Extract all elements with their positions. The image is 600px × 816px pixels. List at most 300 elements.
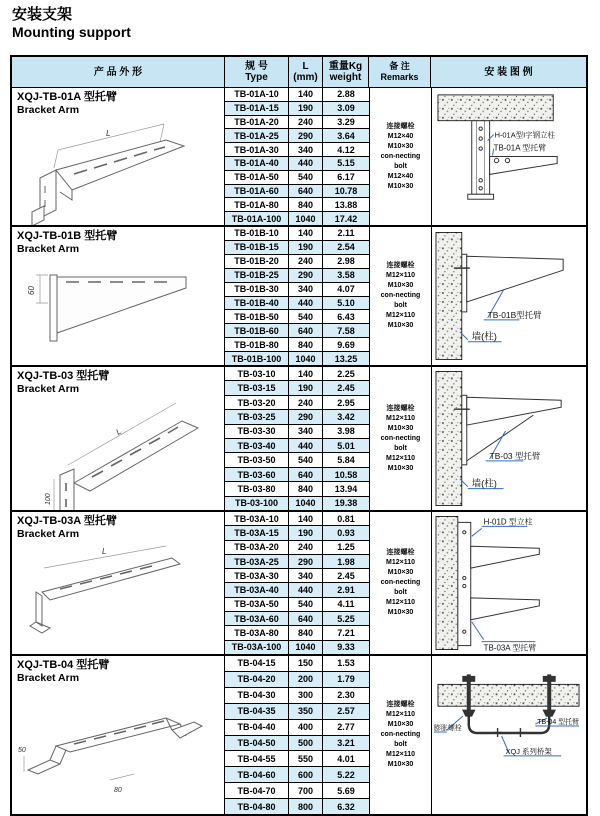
- header-length-symbol: L: [302, 61, 309, 72]
- type-value: TB-03A-100: [225, 641, 289, 654]
- length-value: 340: [289, 425, 323, 438]
- weight-value: 2.45: [337, 383, 355, 394]
- weight-value: 2.25: [337, 368, 355, 379]
- length-value: 190: [289, 526, 323, 539]
- table-row: [225, 453, 369, 467]
- weight-value: 10.58: [334, 469, 358, 480]
- remark-line: 连接螺栓: [386, 404, 415, 412]
- table-row: [225, 688, 369, 704]
- length-value: 840: [289, 338, 323, 351]
- type-value: TB-04-70: [225, 783, 289, 798]
- table-row: [225, 157, 369, 171]
- table-row: [225, 641, 369, 654]
- remark-line: 连接螺栓: [386, 549, 415, 556]
- product-title: XQJ-TB-03 型托臂: [17, 370, 110, 382]
- length-value: 700: [289, 783, 323, 798]
- weight-value: 7.21: [337, 628, 355, 639]
- weight-value: 1.53: [337, 658, 355, 669]
- type-value: TB-04-30: [225, 688, 289, 703]
- table-row: [225, 751, 369, 767]
- remark-line: bolt: [394, 741, 407, 748]
- table-row: [225, 598, 369, 612]
- table-row: [225, 310, 369, 324]
- remark-line: bolt: [394, 162, 407, 170]
- weight-value: 2.95: [337, 397, 355, 408]
- type-value: TB-04-15: [225, 656, 289, 671]
- type-value: TB-03A-15: [225, 526, 289, 539]
- type-value: TB-03-50: [225, 453, 289, 466]
- product-title: XQJ-TB-01B 型托臂: [17, 230, 118, 242]
- weight-value: 2.30: [337, 690, 355, 701]
- weight-value: 17.42: [334, 213, 358, 224]
- type-value: TB-03-60: [225, 468, 289, 481]
- page-title: [12, 6, 131, 41]
- remark-line: con-necting: [380, 292, 421, 299]
- type-value: TB-03A-60: [225, 612, 289, 625]
- weight-value: 13.94: [334, 483, 358, 494]
- product-title: XQJ-TB-03A 型托臂: [17, 515, 117, 527]
- table-row: [225, 468, 369, 482]
- table-row: [225, 672, 369, 688]
- weight-value: 3.21: [337, 737, 355, 748]
- length-value: 440: [289, 583, 323, 596]
- remark-line: M10×30: [387, 282, 414, 289]
- remark-line: M10×30: [387, 609, 414, 616]
- table-row: [225, 185, 369, 199]
- remarks-cell: [370, 367, 432, 510]
- page-title-zh: 安装支架: [12, 6, 73, 23]
- type-value: TB-04-40: [225, 720, 289, 735]
- table-row: [225, 241, 369, 255]
- table-row: [225, 767, 369, 783]
- length-value: 640: [289, 324, 323, 337]
- length-value: 140: [289, 227, 323, 240]
- product-subtitle: Bracket Arm: [17, 672, 80, 684]
- product-drawing-wrap: [14, 684, 220, 812]
- dimension-label: L: [106, 129, 111, 138]
- remark-line: M10×30: [387, 142, 414, 150]
- type-value: TB-01B-25: [225, 269, 289, 282]
- remarks-cell: [370, 656, 432, 814]
- length-value: 190: [289, 241, 323, 254]
- catalog-table: [10, 55, 588, 816]
- remark-line: 连接螺栓: [386, 122, 415, 130]
- table-row: [225, 297, 369, 311]
- length-value: 150: [289, 656, 323, 671]
- installation-diagram: [432, 512, 586, 654]
- length-value: 290: [289, 410, 323, 423]
- length-value: 840: [289, 482, 323, 495]
- type-value: TB-04-55: [225, 751, 289, 766]
- section-01A: [12, 88, 586, 227]
- type-value: TB-01B-100: [225, 352, 289, 365]
- table-row: [225, 396, 369, 410]
- header-installation-example: [431, 57, 586, 87]
- table-row: [225, 612, 369, 626]
- spec-rows: [225, 88, 370, 225]
- section-01B: [12, 227, 586, 367]
- remark-line: con-necting: [380, 152, 421, 160]
- product-subtitle: Bracket Arm: [17, 383, 80, 395]
- type-value: TB-03-25: [225, 410, 289, 423]
- weight-value: 1.25: [337, 542, 355, 553]
- type-value: TB-01B-30: [225, 283, 289, 296]
- weight-value: 19.38: [334, 498, 358, 509]
- diagram-label: H-01D 型立柱: [483, 517, 533, 527]
- header-type-zh: 规 号: [245, 61, 268, 72]
- length-value: 640: [289, 185, 323, 198]
- weight-value: 1.79: [337, 674, 355, 685]
- length-value: 190: [289, 102, 323, 115]
- section-03: [12, 367, 586, 512]
- weight-value: 5.10: [337, 297, 355, 308]
- length-value: 640: [289, 468, 323, 481]
- weight-value: 2.98: [337, 256, 355, 267]
- length-value: 1040: [289, 641, 323, 654]
- type-value: TB-01B-80: [225, 338, 289, 351]
- spec-rows: [225, 227, 370, 365]
- installation-illustration-04: [432, 656, 586, 814]
- length-value: 800: [289, 799, 323, 814]
- table-row: [225, 656, 369, 672]
- length-value: 190: [289, 381, 323, 394]
- weight-value: 13.88: [334, 199, 358, 210]
- installation-diagram: [432, 227, 586, 365]
- product-drawing-wrap: [14, 116, 220, 223]
- header-length: [289, 57, 323, 87]
- diagram-label: TB-01A 型托臂: [493, 143, 547, 153]
- diagram-label: 膨胀螺栓: [433, 725, 462, 733]
- installation-illustration-03: [432, 367, 586, 510]
- table-row: [225, 526, 369, 540]
- type-value: TB-01B-40: [225, 297, 289, 310]
- length-value: 340: [289, 143, 323, 156]
- product-drawing: [14, 684, 220, 802]
- product-drawing: [14, 395, 220, 510]
- table-row: [225, 212, 369, 225]
- product-drawing-wrap: [14, 395, 220, 508]
- length-value: 200: [289, 672, 323, 687]
- remark-line: M10×30: [387, 721, 414, 728]
- type-value: TB-04-50: [225, 736, 289, 751]
- length-value: 240: [289, 396, 323, 409]
- remark-line: M12×110: [386, 751, 415, 758]
- remark-line: con-necting: [380, 434, 421, 442]
- length-value: 1040: [289, 352, 323, 365]
- length-value: 1040: [289, 497, 323, 510]
- weight-value: 2.91: [337, 585, 355, 596]
- remark-line: 连接螺栓: [386, 262, 415, 269]
- table-row: [225, 269, 369, 283]
- table-row: [225, 381, 369, 395]
- length-value: 290: [289, 129, 323, 142]
- length-value: 540: [289, 171, 323, 184]
- type-value: TB-03-20: [225, 396, 289, 409]
- type-value: TB-03-100: [225, 497, 289, 510]
- type-value: TB-01A-15: [225, 102, 289, 115]
- length-value: 440: [289, 157, 323, 170]
- product-drawing-wrap: [14, 540, 220, 652]
- type-value: TB-01B-10: [225, 227, 289, 240]
- weight-value: 2.57: [337, 706, 355, 717]
- type-value: TB-01A-30: [225, 143, 289, 156]
- type-value: TB-04-60: [225, 767, 289, 782]
- remark-line: M12×40: [387, 172, 414, 180]
- remark-line: M10×30: [387, 761, 414, 768]
- type-value: TB-01A-40: [225, 157, 289, 170]
- diagram-label: TB-03A 型托臂: [483, 643, 537, 653]
- table-row: [225, 367, 369, 381]
- weight-value: 6.17: [337, 172, 355, 183]
- header-length-unit: (mm): [293, 72, 318, 83]
- type-value: TB-03-15: [225, 381, 289, 394]
- type-value: TB-01A-100: [225, 212, 289, 225]
- section-04: [12, 656, 586, 814]
- weight-value: 4.12: [337, 144, 355, 155]
- length-value: 400: [289, 720, 323, 735]
- length-value: 500: [289, 736, 323, 751]
- type-value: TB-03A-10: [225, 512, 289, 525]
- weight-value: 0.81: [337, 513, 355, 524]
- weight-value: 2.11: [337, 228, 355, 239]
- weight-value: 3.29: [337, 116, 355, 127]
- length-value: 240: [289, 541, 323, 554]
- weight-value: 7.58: [337, 325, 355, 336]
- product-title: XQJ-TB-04 型托臂: [17, 659, 110, 671]
- type-value: TB-04-35: [225, 704, 289, 719]
- length-value: 140: [289, 512, 323, 525]
- weight-value: 10.78: [334, 185, 358, 196]
- weight-value: 4.11: [337, 599, 355, 610]
- weight-value: 4.01: [337, 753, 355, 764]
- remark-line: M12×110: [386, 599, 415, 606]
- weight-value: 2.88: [337, 89, 355, 100]
- type-value: TB-01A-10: [225, 88, 289, 101]
- type-value: TB-03A-40: [225, 583, 289, 596]
- length-value: 340: [289, 569, 323, 582]
- weight-value: 3.58: [337, 270, 355, 281]
- type-value: TB-03A-25: [225, 555, 289, 568]
- type-value: TB-01B-60: [225, 324, 289, 337]
- installation-illustration-01A: [432, 88, 586, 225]
- weight-value: 5.25: [337, 613, 355, 624]
- product-subtitle: Bracket Arm: [17, 243, 80, 255]
- table-row: [225, 88, 369, 102]
- remark-line: M10×30: [387, 182, 414, 190]
- remarks-cell: [370, 512, 432, 654]
- length-value: 640: [289, 612, 323, 625]
- length-value: 340: [289, 283, 323, 296]
- header-product-appearance: [12, 57, 225, 87]
- header-type-en: Type: [245, 72, 268, 83]
- remark-line: con-necting: [380, 731, 421, 738]
- installation-diagram: [432, 88, 586, 225]
- weight-value: 5.15: [337, 158, 355, 169]
- type-value: TB-03A-80: [225, 626, 289, 639]
- weight-value: 0.93: [337, 527, 355, 538]
- product-drawing-wrap: [14, 255, 220, 363]
- length-value: 540: [289, 598, 323, 611]
- spec-rows: [225, 656, 370, 814]
- header-type: [225, 57, 289, 87]
- length-value: 350: [289, 704, 323, 719]
- type-value: TB-01B-15: [225, 241, 289, 254]
- remarks-cell: [370, 227, 432, 365]
- dimension-label: L: [114, 426, 123, 437]
- table-row: [225, 720, 369, 736]
- header-remarks-zh: 备 注: [389, 61, 410, 71]
- product-cell-04: [12, 656, 225, 814]
- length-value: 1040: [289, 212, 323, 225]
- remark-line: M10×30: [387, 424, 414, 432]
- length-value: 600: [289, 767, 323, 782]
- type-value: TB-04-20: [225, 672, 289, 687]
- table-row: [225, 541, 369, 555]
- type-value: TB-03-80: [225, 482, 289, 495]
- table-row: [225, 569, 369, 583]
- remark-line: M12×40: [387, 132, 414, 140]
- header-remarks: [369, 57, 431, 87]
- table-row: [225, 102, 369, 116]
- header-remarks-en: Remarks: [380, 72, 419, 82]
- table-row: [225, 799, 369, 814]
- length-value: 140: [289, 367, 323, 380]
- table-row: [225, 338, 369, 352]
- product-cell-01A: [12, 88, 225, 225]
- weight-value: 5.84: [337, 455, 355, 466]
- page-title-en: Mounting support: [12, 24, 131, 40]
- length-value: 290: [289, 269, 323, 282]
- header-weight-en: weight: [329, 72, 362, 83]
- length-value: 290: [289, 555, 323, 568]
- diagram-label: TB-03 型托臂: [489, 450, 541, 461]
- remark-line: M12×110: [386, 272, 415, 279]
- spec-rows: [225, 512, 370, 654]
- remark-line: 连接螺栓: [386, 701, 415, 708]
- type-value: TB-01A-20: [225, 116, 289, 129]
- remark-line: M12×110: [386, 454, 415, 462]
- table-row: [225, 352, 369, 365]
- weight-value: 5.69: [337, 785, 355, 796]
- table-row: [225, 143, 369, 157]
- weight-value: 6.32: [337, 801, 355, 812]
- weight-value: 2.77: [337, 722, 355, 733]
- table-row: [225, 626, 369, 640]
- installation-diagram: [432, 656, 586, 814]
- table-row: [225, 482, 369, 496]
- product-cell-03: [12, 367, 225, 510]
- dimension-label: 80: [114, 787, 122, 794]
- table-row: [225, 783, 369, 799]
- diagram-label: TB-01B型托臂: [487, 309, 542, 320]
- length-value: 140: [289, 88, 323, 101]
- length-value: 540: [289, 453, 323, 466]
- diagram-label: 墙(柱): [471, 477, 497, 489]
- remark-line: M12×110: [386, 711, 415, 718]
- header-weight-zh: 重量Kg: [328, 61, 363, 72]
- remark-line: M12×110: [386, 414, 415, 422]
- type-value: TB-01B-20: [225, 255, 289, 268]
- length-value: 550: [289, 751, 323, 766]
- type-value: TB-01A-25: [225, 129, 289, 142]
- remark-line: M10×30: [387, 569, 414, 576]
- remark-line: M10×30: [387, 322, 414, 329]
- diagram-label: H-01A型I字钢立柱: [494, 130, 555, 140]
- type-value: TB-03-10: [225, 367, 289, 380]
- diagram-label: TB-04 型托臂: [537, 719, 579, 727]
- remark-line: bolt: [394, 302, 407, 309]
- type-value: TB-01A-50: [225, 171, 289, 184]
- type-value: TB-03A-30: [225, 569, 289, 582]
- remark-line: con-necting: [380, 579, 421, 586]
- weight-value: 5.22: [337, 769, 355, 780]
- length-value: 540: [289, 310, 323, 323]
- type-value: TB-03-30: [225, 425, 289, 438]
- table-row: [225, 410, 369, 424]
- installation-diagram: [432, 367, 586, 510]
- dimension-label: 100: [45, 493, 52, 505]
- dimension-label: 60: [27, 286, 36, 295]
- table-row: [225, 425, 369, 439]
- type-value: TB-01A-80: [225, 198, 289, 211]
- length-value: 440: [289, 297, 323, 310]
- weight-value: 6.43: [337, 311, 355, 322]
- dimension-label: L: [102, 547, 107, 556]
- product-drawing: [14, 116, 220, 225]
- weight-value: 9.33: [337, 642, 355, 653]
- product-subtitle: Bracket Arm: [17, 104, 80, 116]
- table-row: [225, 116, 369, 130]
- table-row: [225, 704, 369, 720]
- product-cell-01B: [12, 227, 225, 365]
- weight-value: 2.54: [337, 242, 355, 253]
- weight-value: 3.98: [337, 426, 355, 437]
- type-value: TB-03A-20: [225, 541, 289, 554]
- remark-line: M10×30: [387, 464, 414, 472]
- weight-value: 5.01: [337, 440, 355, 451]
- table-row: [225, 736, 369, 752]
- type-value: TB-01B-50: [225, 310, 289, 323]
- length-value: 840: [289, 626, 323, 639]
- table-row: [225, 497, 369, 510]
- table-row: [225, 227, 369, 241]
- table-row: [225, 512, 369, 526]
- spec-rows: [225, 367, 370, 510]
- length-value: 440: [289, 439, 323, 452]
- installation-illustration-01B: [432, 227, 586, 365]
- dimension-label: 50: [18, 747, 26, 754]
- weight-value: 3.42: [337, 411, 355, 422]
- header-illustration-label: 安 装 图 例: [484, 66, 533, 78]
- type-value: TB-04-80: [225, 799, 289, 814]
- length-value: 240: [289, 255, 323, 268]
- table-row: [225, 198, 369, 212]
- weight-value: 9.69: [337, 339, 355, 350]
- table-row: [225, 129, 369, 143]
- length-value: 840: [289, 198, 323, 211]
- table-row: [225, 255, 369, 269]
- table-row: [225, 283, 369, 297]
- product-drawing: [14, 255, 220, 365]
- product-cell-03A: [12, 512, 225, 654]
- remark-line: M12×110: [386, 559, 415, 566]
- table-row: [225, 555, 369, 569]
- product-title: XQJ-TB-01A 型托臂: [17, 91, 117, 103]
- weight-value: 3.09: [337, 103, 355, 114]
- diagram-label: XQJ 系列桥架: [505, 746, 552, 756]
- weight-value: 13.25: [334, 353, 358, 364]
- weight-value: 1.98: [337, 556, 355, 567]
